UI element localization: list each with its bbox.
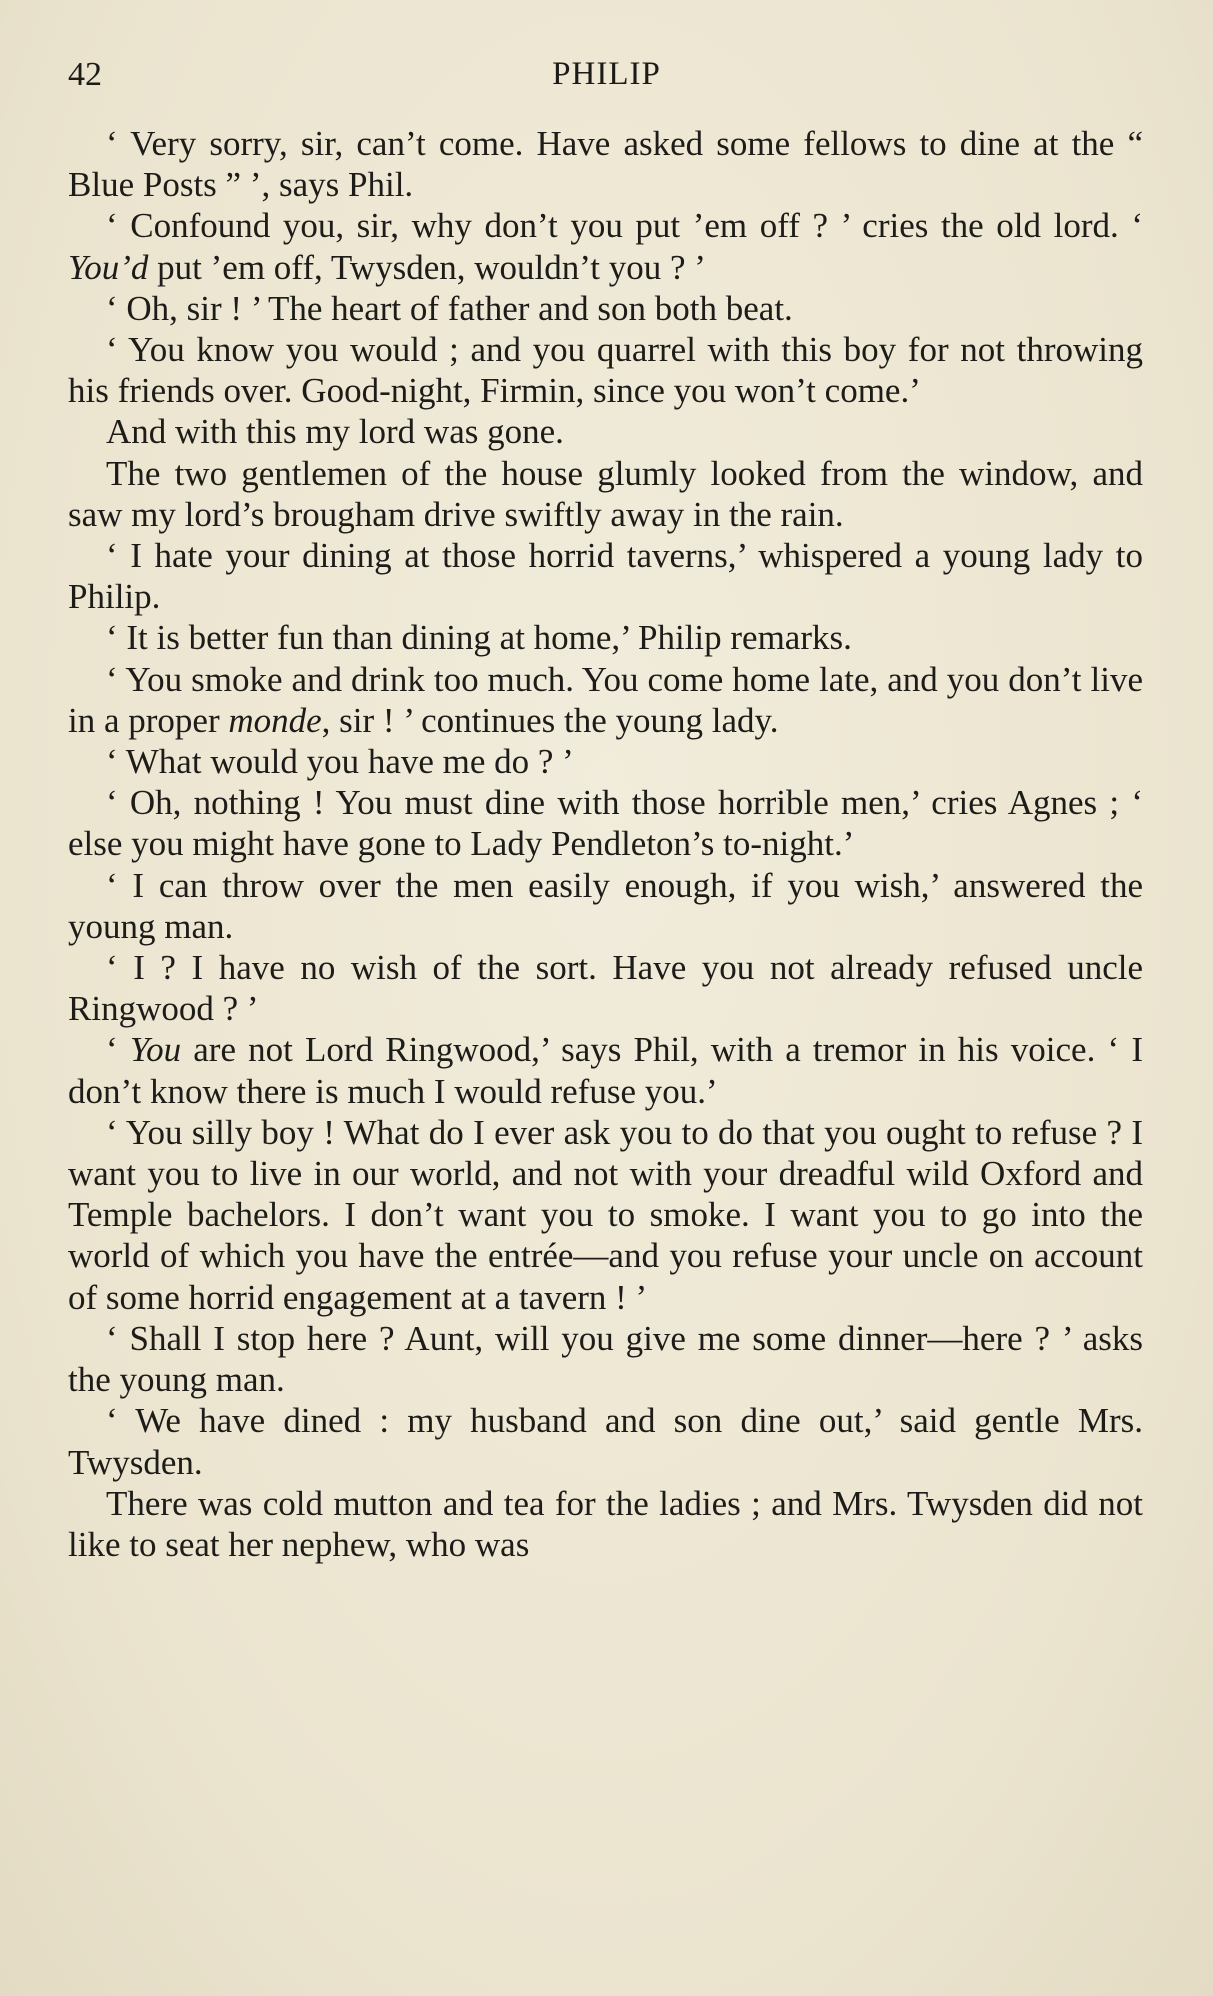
italic-text: monde (228, 700, 322, 740)
paragraph (68, 329, 1143, 411)
paragraph (68, 1029, 1143, 1111)
text-run: ‘ Confound you, sir, why don’t you put ’em off ? ’ cries the old lord. ‘ (106, 206, 1143, 246)
paragraph (68, 123, 1143, 205)
text-run: , sir ! ’ continues the young lady. (321, 700, 779, 740)
paragraph (68, 782, 1143, 864)
text-run: There was cold mutton and tea for the ladies ; and Mrs. Twysden did not like to seat her nephew, who was (68, 1483, 1143, 1564)
paragraph (68, 1318, 1143, 1400)
text-run: The two gentlemen of the house glumly looked from the window, and saw my lord’s brougham drive swiftly away in the rain. (68, 453, 1143, 534)
text-run: ‘ (106, 1030, 130, 1070)
running-title: PHILIP (552, 56, 661, 92)
text-run: ‘ It is better fun than dining at home,’ Philip remarks. (106, 618, 852, 658)
text-run: ‘ I hate your dining at those horrid taverns,’ whispered a young lady to Philip. (68, 536, 1143, 617)
text-run: ‘ What would you have me do ? ’ (106, 742, 574, 782)
text-run: ‘ Oh, nothing ! You must dine with those horrible men,’ cries Agnes ; ‘ else you might have gone to Lady Pendleton’s to-night.’ (68, 783, 1143, 864)
paragraph (68, 947, 1143, 1029)
paragraph (68, 1483, 1143, 1565)
text-run: ‘ You silly boy ! What do I ever ask you to do that you ought to refuse ? I want you to live in our world, and not with your dreadful wild Oxford and Temple bachelors. I don’t want you to smoke. I want you to go into the world of which you have the entrée—and you refuse your uncle on account of some horrid engagement at a tavern ! ’ (68, 1112, 1143, 1317)
paragraph (68, 1112, 1143, 1318)
paragraph (68, 205, 1143, 287)
paragraph (68, 288, 1143, 329)
body-text (68, 123, 1143, 1565)
text-run: ‘ You smoke and drink too much. You come home late, and you don’t live in a proper (68, 659, 1143, 740)
paragraph (68, 617, 1143, 658)
text-run: put ’em off, Twysden, wouldn’t you ? ’ (148, 247, 706, 287)
paragraph (68, 1400, 1143, 1482)
italic-text: You (129, 1030, 182, 1070)
paragraph (68, 411, 1143, 452)
text-run: And with this my lord was gone. (106, 412, 564, 452)
paragraph (68, 741, 1143, 782)
text-run: ‘ You know you would ; and you quarrel with this boy for not throwing his friends over. Good-night, Firmin, since you won’t come.’ (68, 330, 1143, 411)
text-run: ‘ I can throw over the men easily enough, if you wish,’ answered the young man. (68, 865, 1143, 946)
text-run: ‘ I ? I have no wish of the sort. Have you not already refused uncle Ringwood ? ’ (68, 948, 1143, 1029)
paragraph (68, 453, 1143, 535)
paragraph (68, 865, 1143, 947)
text-run: are not Lord Ringwood,’ says Phil, with a tremor in his voice. ‘ I don’t know there is much I would refuse you.’ (68, 1030, 1143, 1111)
text-run: ‘ Oh, sir ! ’ The heart of father and son both beat. (106, 288, 793, 328)
text-run: ‘ Very sorry, sir, can’t come. Have asked some fellows to dine at the “ Blue Posts ” ’, says Phil. (68, 124, 1143, 205)
text-run: ‘ We have dined : my husband and son dine out,’ said gentle Mrs. Twysden. (68, 1401, 1143, 1482)
paragraph (68, 535, 1143, 617)
page-number: 42 (68, 56, 102, 93)
text-run: ‘ Shall I stop here ? Aunt, will you give me some dinner—here ? ’ asks the young man. (68, 1318, 1143, 1400)
italic-text: You’d (68, 247, 149, 287)
paragraph (68, 659, 1143, 741)
